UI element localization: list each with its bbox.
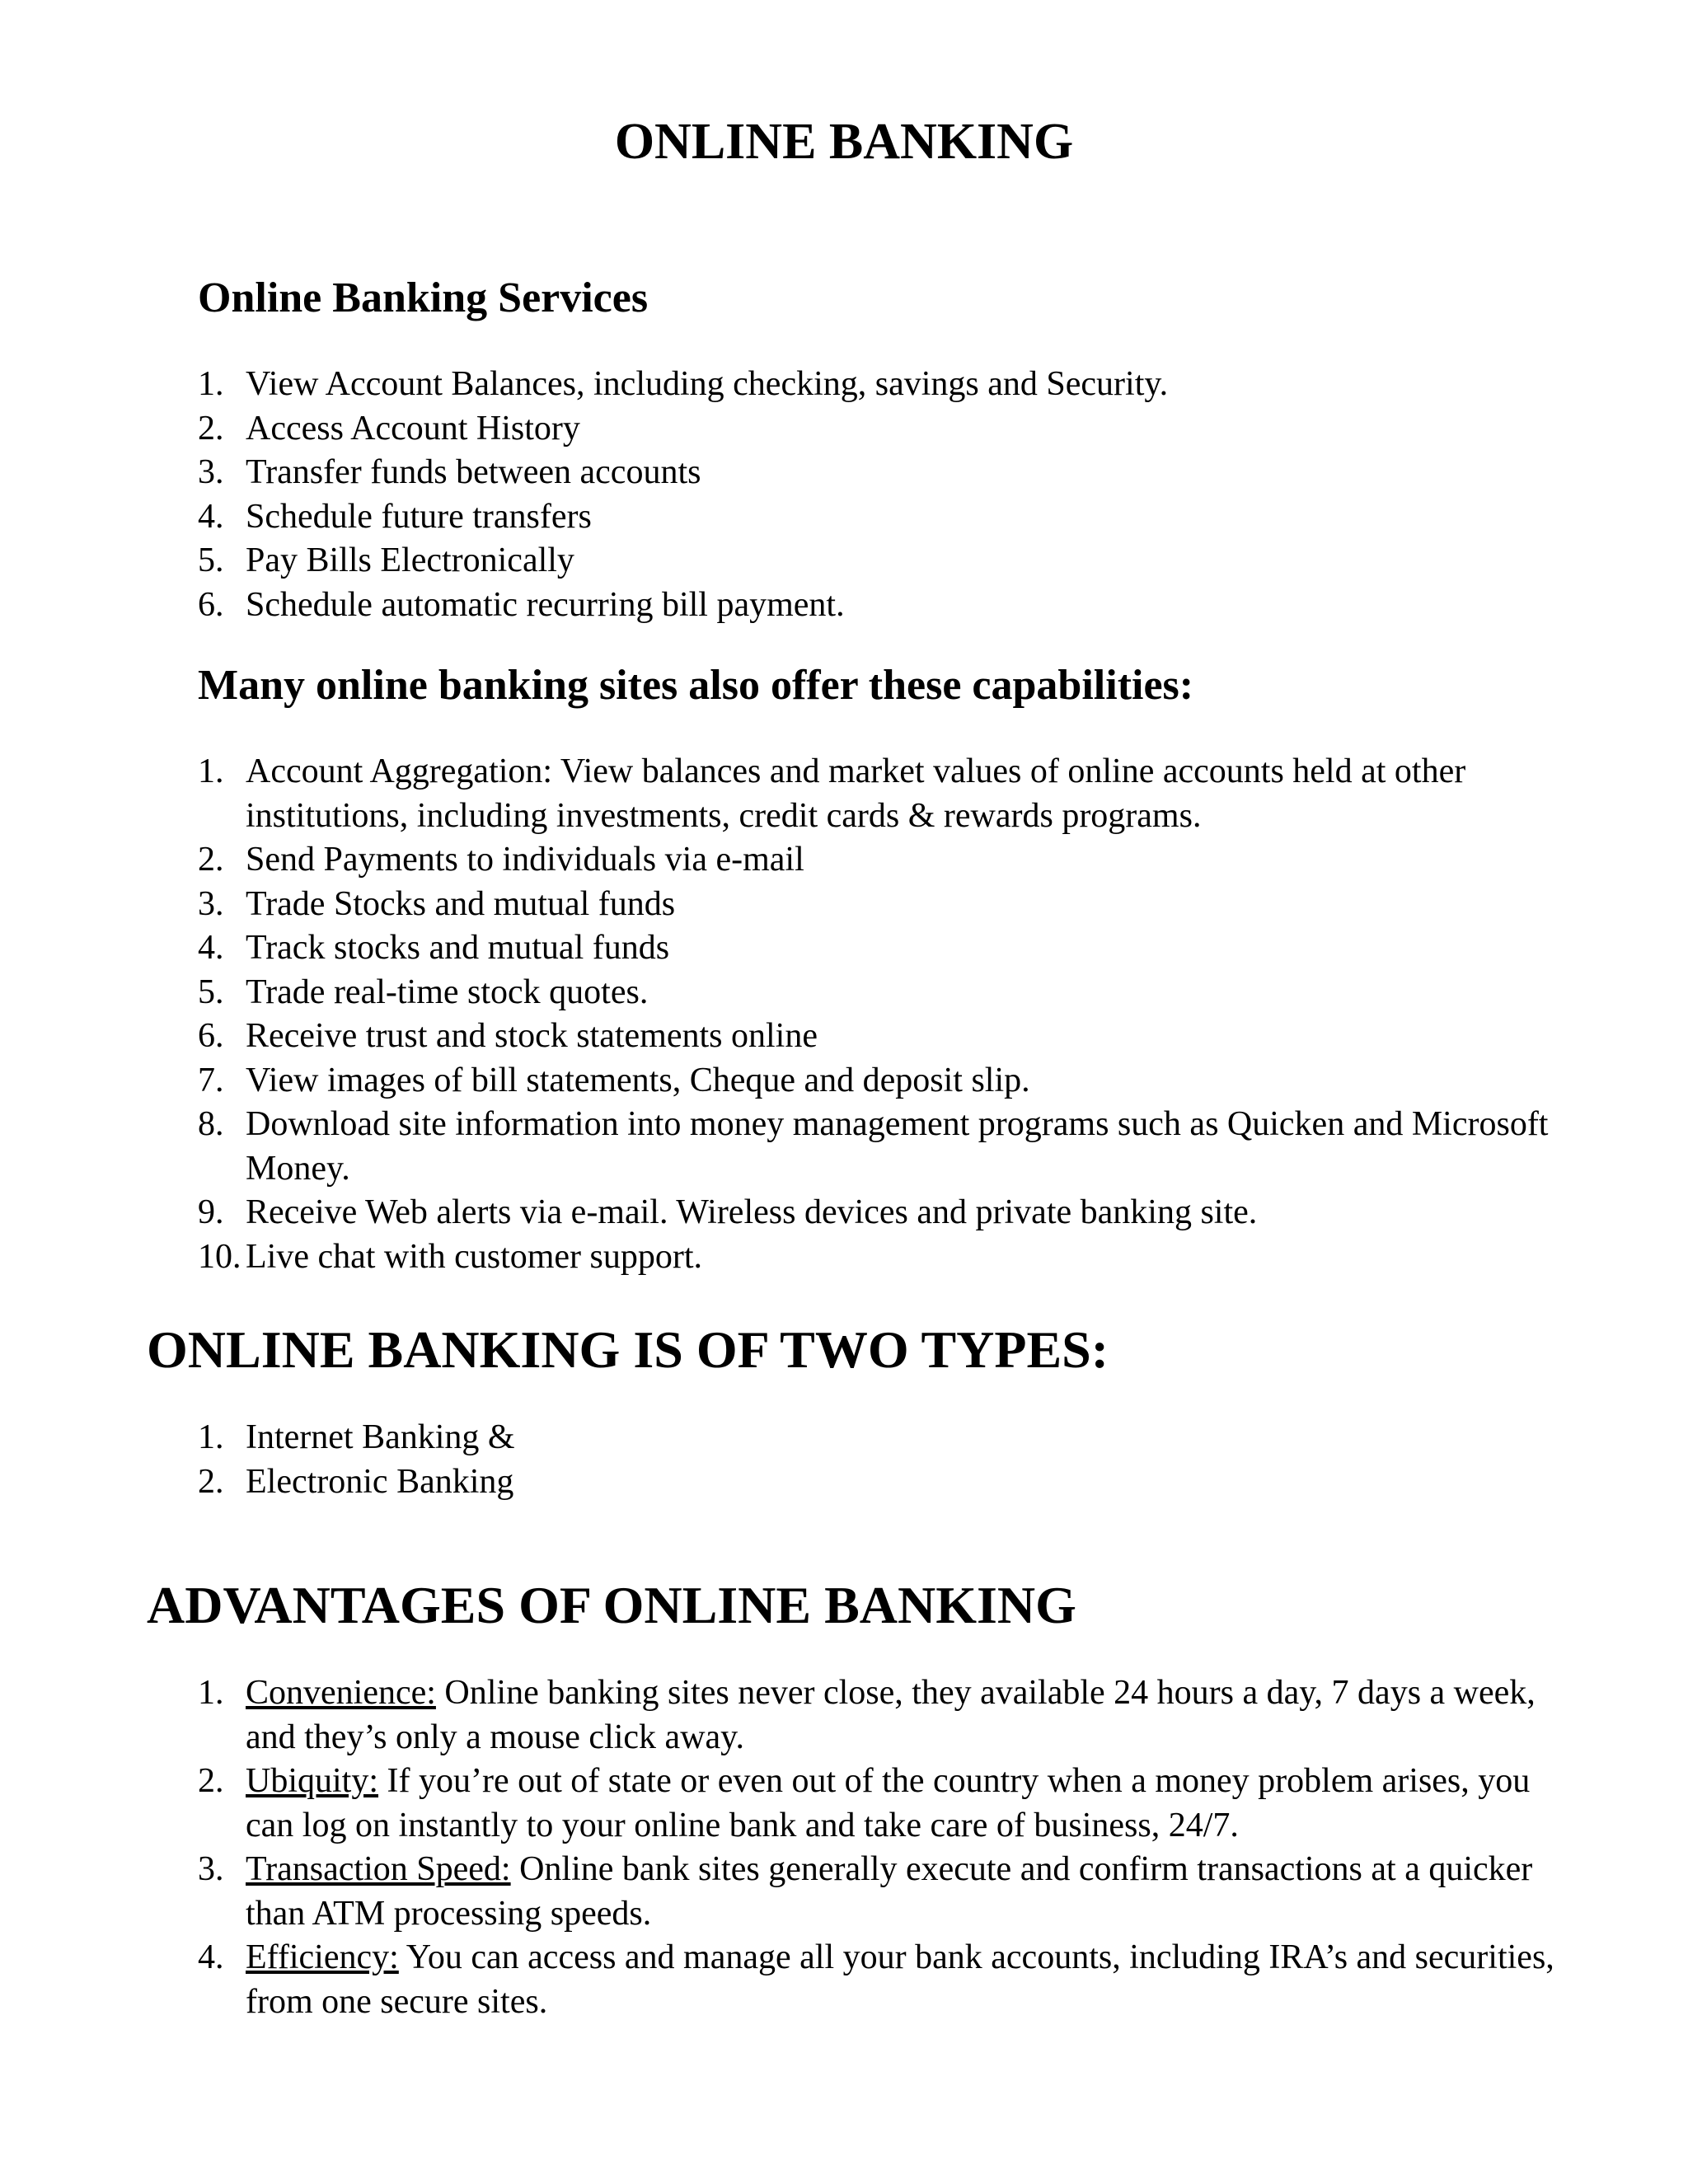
list-item: 2. Electronic Banking xyxy=(198,1462,514,1501)
advantage-term: Efficiency: xyxy=(246,1938,399,1976)
types-heading: ONLINE BANKING IS OF TWO TYPES: xyxy=(147,1320,1109,1379)
list-item: 1. View Account Balances, including checking, savings and Security. xyxy=(198,365,1169,403)
list-item: 3. Trade Stocks and mutual funds xyxy=(198,884,676,923)
list-item: 1. Account Aggregation: View balances and market values of online accounts held at other institutions, including investments, credit cards & rewards programs. xyxy=(198,752,1466,835)
list-item: 2. Send Payments to individuals via e-mail xyxy=(198,841,804,879)
advantage-term: Transaction Speed: xyxy=(246,1850,511,1888)
advantages-list xyxy=(0,1671,1688,2024)
list-item: 6. Receive trust and stock statements online xyxy=(198,1017,818,1055)
advantage-term: Ubiquity: xyxy=(246,1762,379,1800)
list-item: 8. Download site information into money management programs such as Quicken and Microsoft Money. xyxy=(198,1105,1549,1188)
list-item: 10. Live chat with customer support. xyxy=(198,1237,703,1276)
advantages-heading: ADVANTAGES OF ONLINE BANKING xyxy=(147,1576,1076,1634)
advantage-term: Convenience: xyxy=(246,1674,436,1712)
types-list xyxy=(0,1416,1688,1504)
list-item: 2. Access Account History xyxy=(198,409,580,448)
services-list xyxy=(0,363,1688,627)
capabilities-list xyxy=(0,750,1688,1279)
list-item: 2. Ubiquity: If you’re out of state or even out of the country when a money problem arises, you can log on instantly to your online bank and take care of business, 24/7. xyxy=(198,1762,1531,1844)
list-item: 5. Pay Bills Electronically xyxy=(198,541,574,579)
services-heading: Online Banking Services xyxy=(198,274,649,321)
list-item: 1. Internet Banking & xyxy=(198,1418,515,1456)
list-item: 3. Transfer funds between accounts xyxy=(198,453,701,491)
list-item: 1. Convenience: Online banking sites never close, they available 24 hours a day, 7 days a week, and they’s only a mouse click away. xyxy=(198,1674,1536,1756)
list-item: 4. Schedule future transfers xyxy=(198,497,592,536)
list-item: 4. Track stocks and mutual funds xyxy=(198,929,670,967)
list-item: 9. Receive Web alerts via e-mail. Wireless devices and private banking site. xyxy=(198,1193,1258,1231)
list-item: 6. Schedule automatic recurring bill payment. xyxy=(198,585,845,624)
list-item: 5. Trade real-time stock quotes. xyxy=(198,972,649,1011)
list-item: 7. View images of bill statements, Cheque and deposit slip. xyxy=(198,1061,1030,1099)
list-item: 3. Transaction Speed: Online bank sites generally execute and confirm transactions at a quicker than ATM processing speeds. xyxy=(198,1850,1533,1933)
list-item: 4. Efficiency: You can access and manage all your bank accounts, including IRA’s and securities, from one secure sites. xyxy=(198,1938,1554,2021)
capabilities-heading: Many online banking sites also offer these capabilities: xyxy=(198,662,1194,709)
page-title: ONLINE BANKING xyxy=(614,114,1074,170)
